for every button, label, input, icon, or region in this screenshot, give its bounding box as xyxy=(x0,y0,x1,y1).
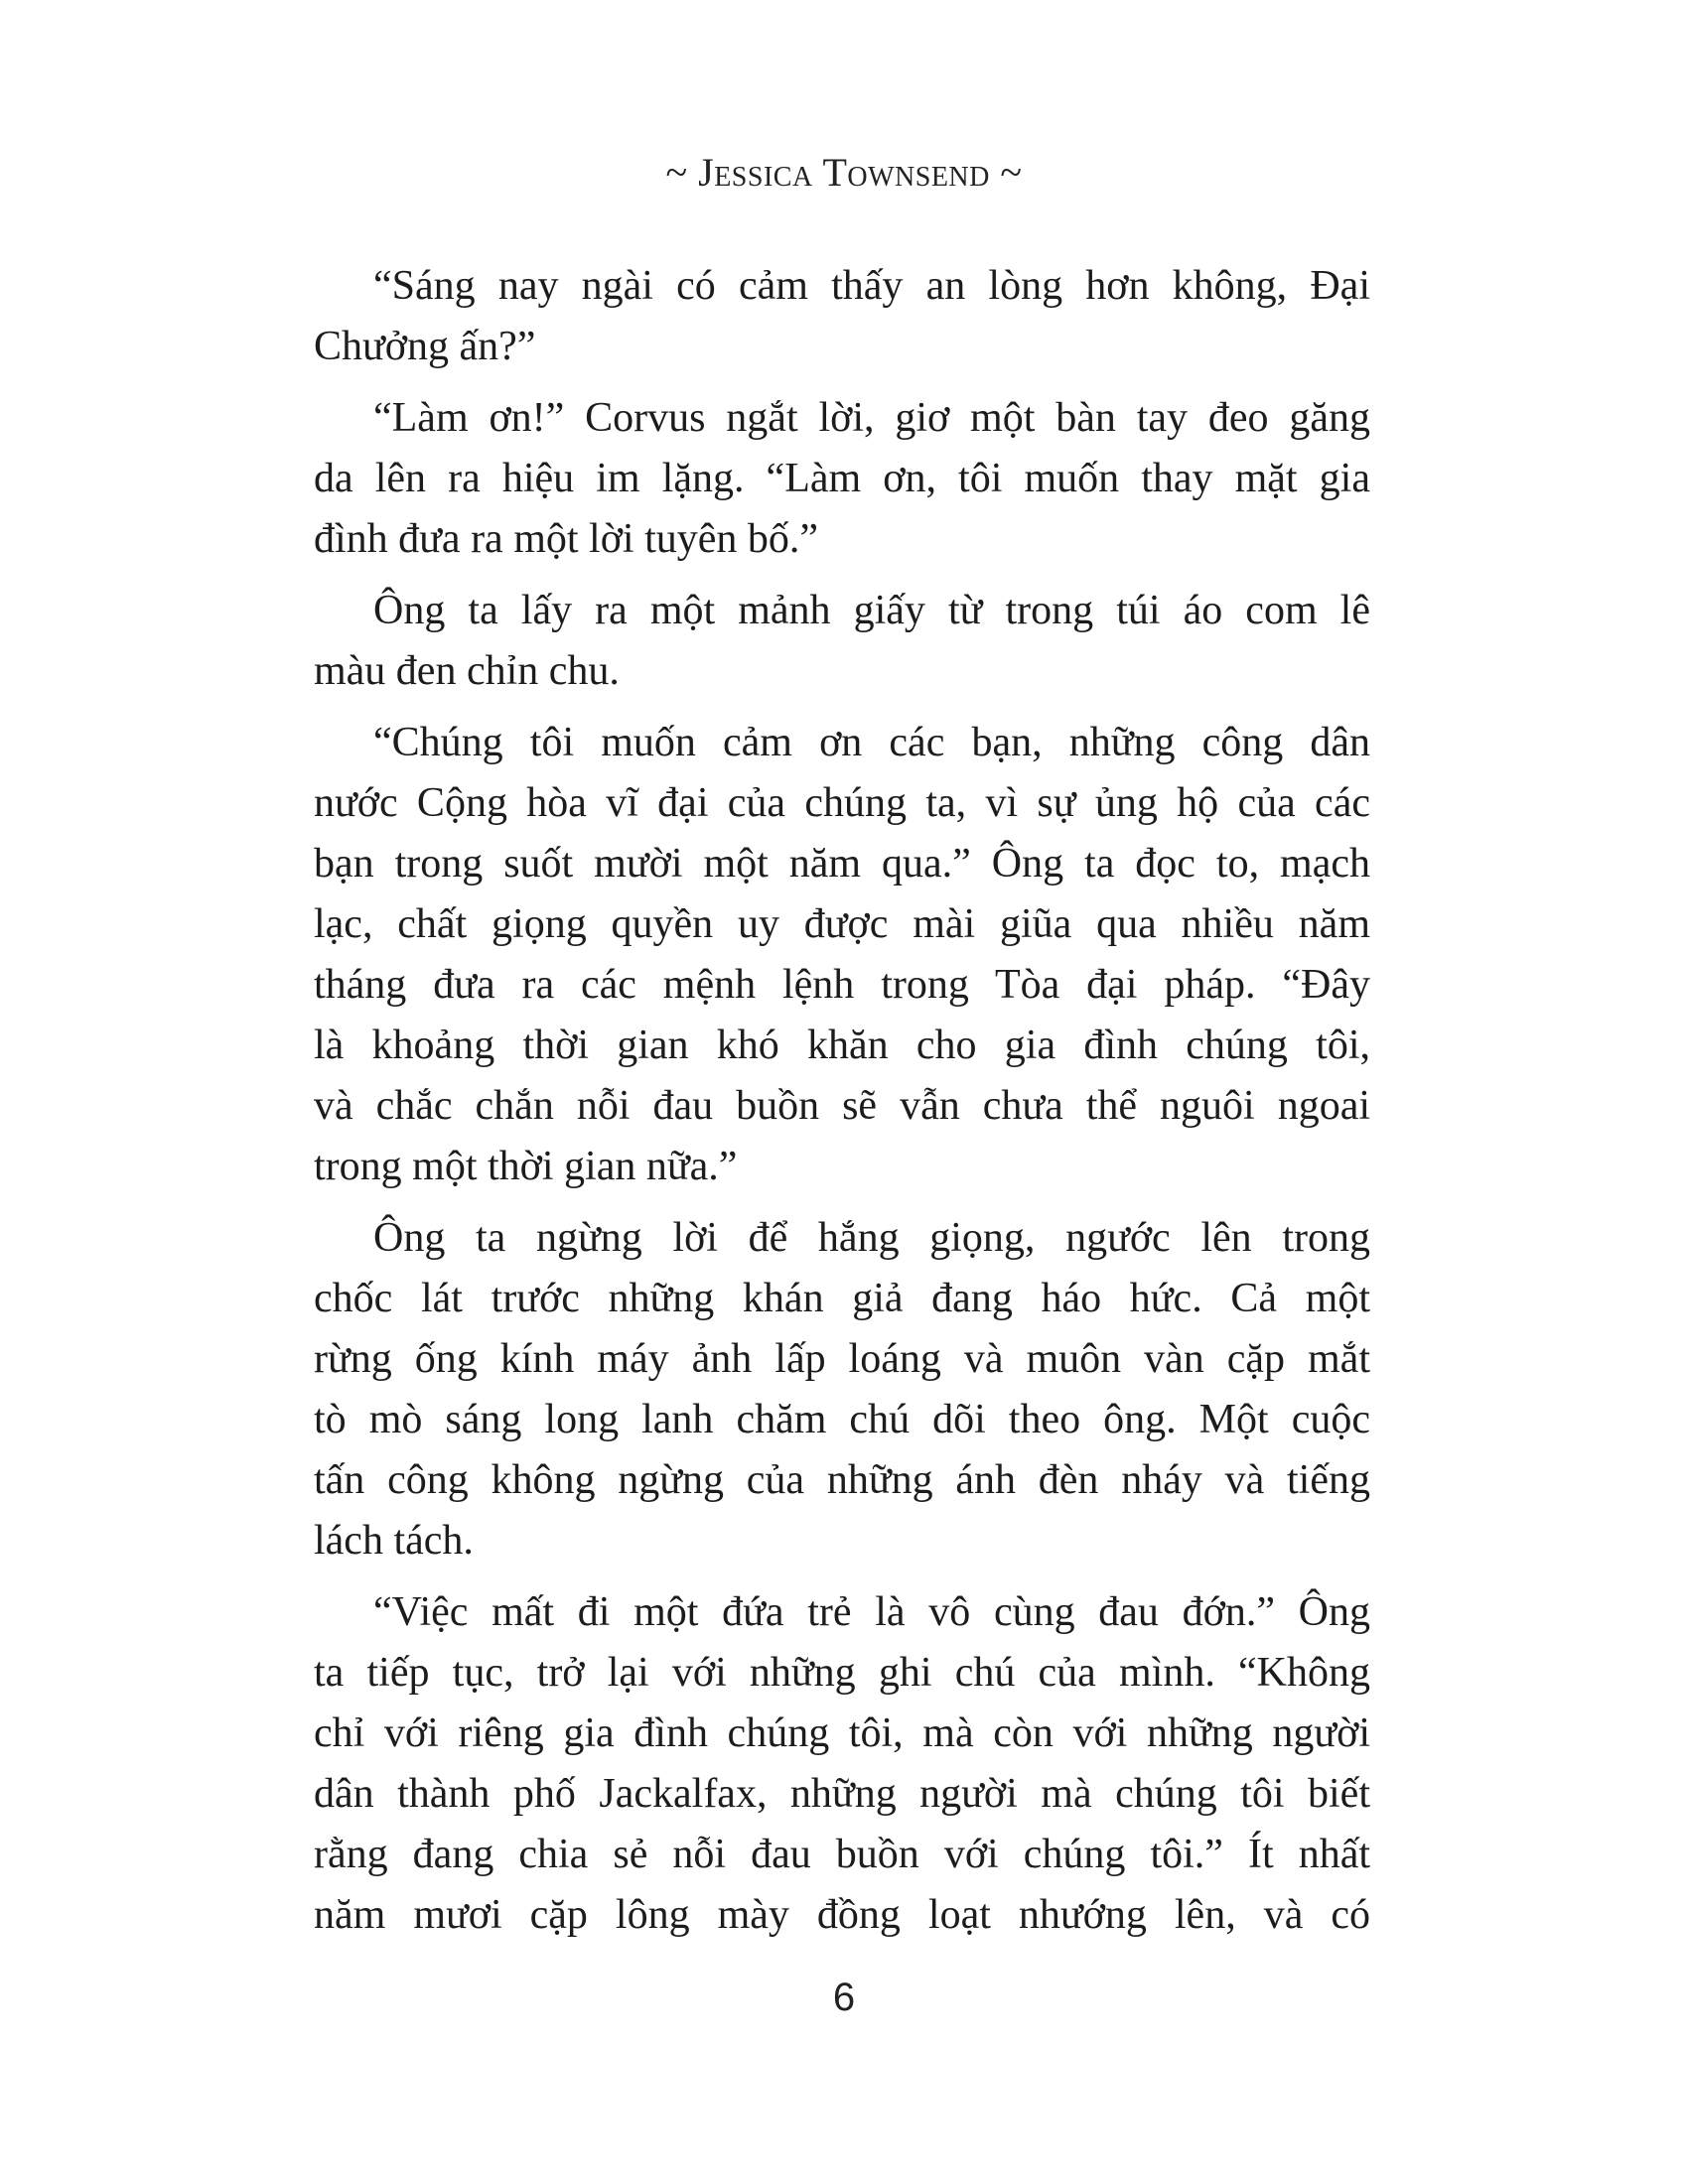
text-line: Chưởng ấn?” xyxy=(314,324,536,369)
text-line: trong một thời gian nữa.” xyxy=(314,1144,738,1189)
running-header-author: ~ Jessica Townsend ~ xyxy=(665,150,1023,195)
text-line: tháng đưa ra các mệnh lệnh trong Tòa đại pháp. “Đây xyxy=(314,962,1370,1008)
text-line: rừng ống kính máy ảnh lấp loáng và muôn vàn cặp mắt xyxy=(314,1336,1370,1382)
text-line: nước Cộng hòa vĩ đại của chúng ta, vì sự ủng hộ của các xyxy=(314,780,1370,826)
text-line: tò mò sáng long lanh chăm chú dõi theo ông. Một cuộc xyxy=(314,1397,1370,1442)
text-line: “Làm ơn!” Corvus ngắt lời, giơ một bàn tay đeo găng xyxy=(373,395,1370,441)
text-line: đình đưa ra một lời tuyên bố.” xyxy=(314,516,819,562)
text-line: năm mươi cặp lông mày đồng loạt nhướng lên, và có xyxy=(314,1892,1370,1938)
text-line: chốc lát trước những khán giả đang háo hức. Cả một xyxy=(314,1276,1370,1321)
paragraph xyxy=(314,581,1370,702)
text-line: “Việc mất đi một đứa trẻ là vô cùng đau đớn.” Ông xyxy=(373,1589,1370,1635)
text-line: lạc, chất giọng quyền uy được mài giũa qua nhiều năm xyxy=(314,901,1370,947)
text-line: là khoảng thời gian khó khăn cho gia đình chúng tôi, xyxy=(314,1023,1370,1068)
text-line: chỉ với riêng gia đình chúng tôi, mà còn với những người xyxy=(314,1710,1370,1756)
paragraph xyxy=(314,388,1370,570)
text-line: lách tách. xyxy=(314,1518,474,1564)
text-line: tấn công không ngừng của những ánh đèn nháy và tiếng xyxy=(314,1457,1370,1503)
page-number: 6 xyxy=(832,1976,856,2019)
text-line: bạn trong suốt mười một năm qua.” Ông ta đọc to, mạch xyxy=(314,841,1370,887)
text-line: da lên ra hiệu im lặng. “Làm ơn, tôi muốn thay mặt gia xyxy=(314,456,1370,501)
paragraph xyxy=(314,713,1370,1197)
paragraph xyxy=(314,1582,1370,1946)
text-line: “Sáng nay ngài có cảm thấy an lòng hơn không, Đại xyxy=(373,263,1370,309)
text-line: Ông ta ngừng lời để hắng giọng, ngước lên trong xyxy=(373,1215,1370,1261)
text-line: dân thành phố Jackalfax, những người mà chúng tôi biết xyxy=(314,1771,1370,1817)
paragraph xyxy=(314,256,1370,377)
body-text xyxy=(314,256,1370,1957)
text-line: “Chúng tôi muốn cảm ơn các bạn, những công dân xyxy=(373,720,1370,765)
text-line: màu đen chỉn chu. xyxy=(314,648,620,694)
paragraph xyxy=(314,1208,1370,1571)
text-line: rằng đang chia sẻ nỗi đau buồn với chúng tôi.” Ít nhất xyxy=(314,1832,1370,1877)
text-line: và chắc chắn nỗi đau buồn sẽ vẫn chưa thể nguôi ngoai xyxy=(314,1083,1370,1129)
text-line: ta tiếp tục, trở lại với những ghi chú của mình. “Không xyxy=(314,1650,1370,1696)
text-line: Ông ta lấy ra một mảnh giấy từ trong túi áo com lê xyxy=(373,588,1370,633)
